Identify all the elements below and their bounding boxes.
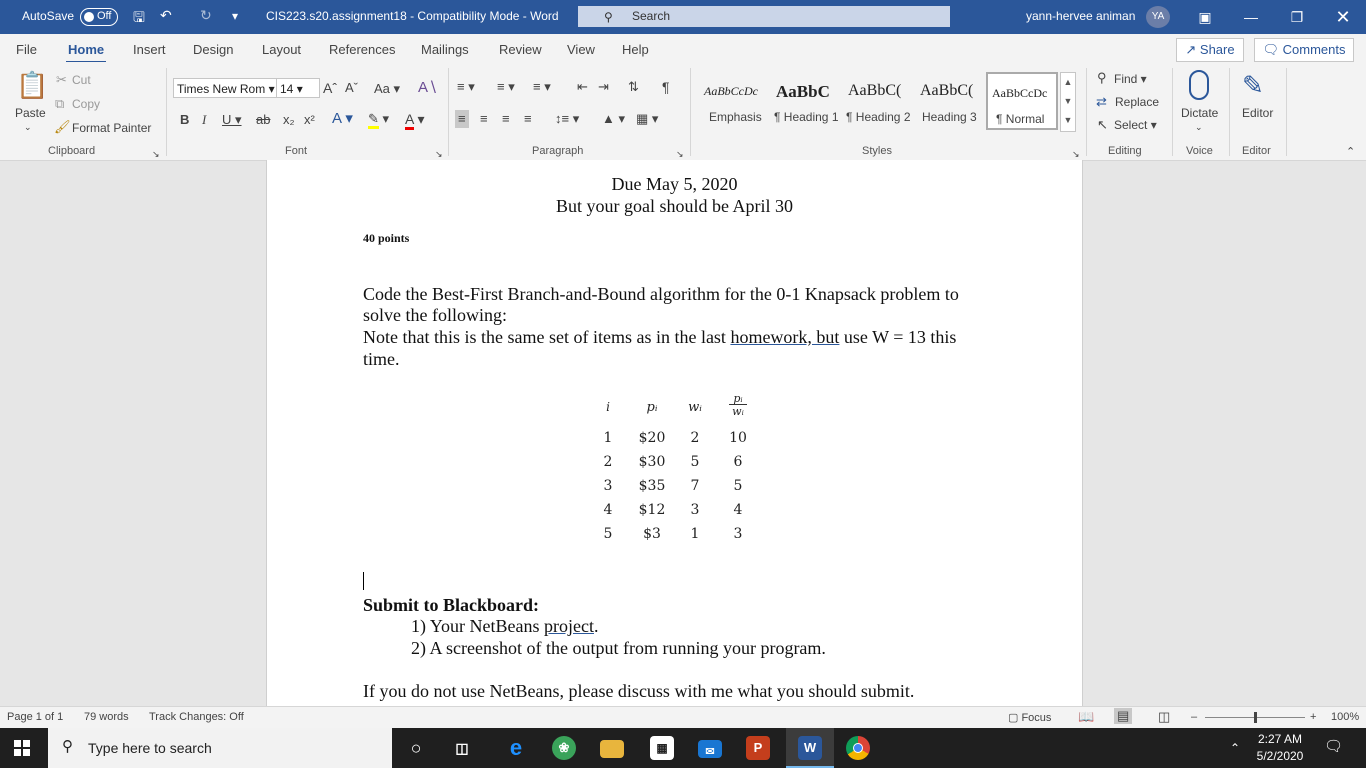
multilevel-list-icon[interactable]: ≡ ▾	[533, 79, 551, 94]
cut-icon[interactable]: ✂	[56, 72, 67, 87]
style-heading-1[interactable]	[772, 74, 842, 128]
table-cell: 2	[603, 454, 613, 470]
font-name-box[interactable]: Times New Rom ▾	[173, 78, 277, 98]
table-cell: 5	[603, 526, 613, 542]
font-launcher-icon[interactable]: ↘	[435, 149, 443, 159]
align-left-icon[interactable]: ≡	[455, 110, 469, 128]
close-icon[interactable]: ✕	[1335, 7, 1351, 27]
toggle-knob	[84, 12, 94, 22]
edge-icon[interactable]: e	[509, 735, 523, 760]
clock-date: 5/2/2020	[1256, 749, 1304, 763]
table-cell: 4	[603, 502, 613, 518]
font-size-value: 14	[280, 82, 294, 96]
windows-start-icon[interactable]	[14, 740, 30, 756]
search-icon: ⚲	[604, 10, 613, 24]
table-cell: 3	[733, 526, 743, 542]
autosave-label: AutoSave	[22, 9, 75, 23]
grammar-flag[interactable]: homework, but	[730, 327, 840, 347]
focus-icon: ▢	[1008, 712, 1022, 724]
table-header: wᵢ	[688, 400, 702, 415]
bullets-icon[interactable]: ≡ ▾	[457, 79, 475, 94]
paragraph-line: solve the following:	[363, 305, 507, 325]
status-bar	[0, 706, 1366, 729]
grow-font-icon[interactable]: Aˆ	[323, 80, 337, 96]
taskbar-search-box[interactable]	[48, 728, 392, 768]
style-sample: AaBbCcDc	[992, 86, 1048, 100]
share-button[interactable]	[1176, 38, 1244, 62]
comments-button[interactable]	[1254, 38, 1354, 62]
avatar[interactable]: YA	[1146, 6, 1170, 28]
table-cell: 1	[690, 526, 700, 542]
select-label: Select	[1114, 118, 1148, 132]
font-size-box[interactable]: 14 ▾	[276, 78, 320, 98]
table-cell: $35	[638, 478, 666, 494]
customize-quick-access-icon[interactable]: ▾	[232, 9, 239, 23]
shading-icon[interactable]: ▲ ▾	[602, 111, 626, 126]
title-bar	[0, 0, 1366, 34]
find-label: Find	[1114, 72, 1138, 86]
redo-icon[interactable]: ↻	[200, 7, 212, 23]
style-sample: AaBbCcDc	[704, 84, 758, 98]
table-cell: 10	[729, 430, 747, 446]
taskbar	[0, 728, 1366, 768]
zoom-slider-thumb[interactable]	[1254, 712, 1257, 723]
table-cell: 7	[690, 478, 700, 494]
chrome-icon[interactable]	[846, 736, 870, 760]
tab-review[interactable]: Review	[499, 42, 542, 57]
find-icon[interactable]: ⚲	[1097, 70, 1107, 85]
search-box[interactable]	[578, 6, 950, 27]
clock-time: 2:27 AM	[1257, 732, 1303, 746]
table-header: pᵢ	[646, 400, 658, 415]
style-heading-3[interactable]	[916, 74, 986, 128]
bold-icon[interactable]: B	[180, 112, 190, 127]
word-count[interactable]: 79 words	[84, 711, 129, 723]
autosave-state: Off	[97, 10, 112, 22]
paste-icon[interactable]: 📋	[16, 70, 49, 100]
style-sample: AaBbC(	[848, 82, 902, 99]
subscript-icon[interactable]: x₂	[283, 112, 295, 127]
table-cell: 3	[690, 502, 700, 518]
cortana-icon[interactable]: ○	[410, 738, 422, 758]
text-run: Note that this is the same set of items as in the last	[363, 327, 731, 347]
tab-help[interactable]: Help	[622, 42, 649, 57]
table-cell: $3	[643, 526, 661, 542]
collapse-ribbon-icon[interactable]: ⌃	[1346, 146, 1356, 158]
tab-references[interactable]: References	[329, 42, 396, 57]
share-icon: ↗	[1185, 42, 1200, 57]
replace-icon[interactable]: ⇄	[1096, 94, 1107, 109]
tab-file[interactable]: File	[16, 42, 37, 57]
document-page[interactable]	[266, 160, 1083, 706]
undo-icon[interactable]: ↶	[160, 7, 172, 23]
paste-button[interactable]: Paste	[15, 106, 46, 120]
goal-line: But your goal should be April 30	[556, 196, 793, 216]
separator	[166, 68, 167, 156]
text-run: .	[593, 616, 599, 636]
focus-mode-button[interactable]	[1008, 711, 1051, 724]
copy-icon[interactable]: ⧉	[55, 96, 65, 111]
print-layout-icon[interactable]: ▤	[1114, 708, 1132, 724]
font-group-label: Font	[285, 145, 308, 157]
user-name[interactable]: yann-hervee animan	[1026, 9, 1136, 23]
minimize-icon[interactable]: —	[1244, 9, 1258, 25]
taskbar-search-placeholder: Type here to search	[88, 740, 212, 756]
line-spacing-icon[interactable]: ↕≡ ▾	[555, 111, 580, 126]
table-cell: $30	[638, 454, 666, 470]
restore-icon[interactable]: ❐	[1290, 9, 1304, 25]
table-header: i	[606, 400, 610, 414]
text-run: 1) Your NetBeans	[411, 616, 544, 636]
comment-icon: 🗨	[1262, 42, 1283, 57]
shrink-font-icon[interactable]: Aˇ	[345, 80, 358, 95]
text-run: use W = 13 this	[839, 327, 957, 347]
table-header: pᵢ wᵢ	[718, 392, 758, 418]
styles-launcher-icon[interactable]: ↘	[1072, 149, 1080, 159]
superscript-icon[interactable]: x²	[304, 112, 315, 127]
table-cell: $12	[638, 502, 666, 518]
copy-button[interactable]: Copy	[72, 97, 101, 111]
word-taskbar-button[interactable]	[786, 728, 834, 768]
focus-label: Focus	[1021, 712, 1052, 724]
style-emphasis[interactable]	[700, 74, 770, 128]
grammar-flag[interactable]: project	[544, 616, 594, 636]
table-cell: 2	[690, 430, 700, 446]
paragraph-line: Code the Best-First Branch-and-Bound algorithm for the 0-1 Knapsack problem to	[363, 284, 959, 304]
increase-indent-icon[interactable]: ⇥	[598, 79, 609, 94]
comments-label: Comments	[1282, 42, 1346, 57]
app-icon[interactable]: ❀	[552, 736, 576, 760]
microphone-icon[interactable]	[1189, 70, 1209, 100]
font-name-value: Times New Rom	[177, 82, 266, 96]
powerpoint-icon[interactable]: P	[746, 736, 770, 760]
align-center-icon[interactable]: ≡	[480, 111, 488, 126]
sort-icon[interactable]: ⇅	[628, 79, 639, 94]
paragraph-line: If you do not use NetBeans, please discuss with me what you should submit.	[363, 681, 915, 701]
table-cell: $20	[638, 430, 666, 446]
style-name: Emphasis	[709, 110, 762, 124]
find-button[interactable]: Find ▾	[1114, 72, 1147, 86]
cut-button[interactable]: Cut	[72, 73, 91, 87]
store-icon[interactable]: ▦	[650, 736, 674, 760]
format-painter-button[interactable]: Format Painter	[72, 121, 152, 135]
zoom-level[interactable]: 100%	[1331, 711, 1360, 723]
replace-button[interactable]: Replace	[1115, 95, 1160, 109]
system-clock[interactable]	[1250, 731, 1310, 765]
italic-icon[interactable]: I	[202, 112, 207, 127]
list-item	[411, 616, 598, 637]
dictate-dropdown-icon[interactable]: ⌄	[1195, 122, 1203, 132]
paragraph-group-label: Paragraph	[532, 145, 584, 157]
font-color-icon[interactable]: A ▾	[405, 111, 425, 127]
editor-button[interactable]: Editor	[1242, 106, 1274, 120]
styles-gallery-scroll[interactable]: ▲ ▼ ▼	[1060, 72, 1076, 132]
zoom-in-icon[interactable]: +	[1310, 711, 1317, 723]
style-name: ¶ Heading 1	[774, 110, 839, 124]
track-changes-status[interactable]: Track Changes: Off	[149, 711, 244, 723]
clear-formatting-icon[interactable]: A∖	[418, 79, 438, 96]
knapsack-table	[594, 392, 754, 544]
separator	[690, 68, 691, 156]
style-sample: AaBbC	[776, 82, 830, 101]
ribbon-display-options-icon[interactable]: ▣	[1198, 9, 1212, 25]
search-icon: ⚲	[62, 738, 73, 755]
tab-mailings[interactable]: Mailings	[421, 42, 469, 57]
tab-design[interactable]: Design	[193, 42, 234, 57]
style-normal[interactable]	[986, 72, 1058, 130]
editor-group-label: Editor	[1242, 145, 1271, 157]
highlight-color-icon[interactable]: ✎ ▾	[368, 111, 389, 127]
zoom-slider[interactable]	[1205, 717, 1305, 718]
ribbon	[0, 62, 1366, 161]
show-hidden-icons-icon[interactable]: ⌃	[1230, 741, 1241, 755]
ribbon-tabs	[0, 34, 1366, 62]
table-cell: 6	[733, 454, 743, 470]
separator	[1229, 68, 1230, 156]
clipboard-launcher-icon[interactable]: ↘	[152, 149, 160, 159]
style-name: Heading 3	[922, 110, 977, 124]
text-effects-icon[interactable]: A ▾	[332, 110, 353, 127]
paragraph-launcher-icon[interactable]: ↘	[676, 149, 684, 159]
paragraph-line	[363, 327, 956, 348]
file-explorer-icon[interactable]	[600, 740, 624, 758]
due-date-line: Due May 5, 2020	[611, 174, 738, 194]
tab-layout[interactable]: Layout	[262, 42, 302, 57]
separator	[1172, 68, 1173, 156]
show-formatting-marks-icon[interactable]: ¶	[662, 79, 670, 95]
voice-group-label: Voice	[1186, 145, 1213, 157]
table-cell: 4	[733, 502, 743, 518]
save-icon[interactable]: 🖫	[133, 9, 145, 25]
paragraph-line: time.	[363, 349, 400, 369]
format-painter-icon[interactable]: 🖌	[54, 119, 71, 134]
mail-icon[interactable]: ✉	[698, 740, 722, 758]
table-cell: 1	[603, 430, 613, 446]
select-icon[interactable]: ↖	[1097, 117, 1108, 132]
select-button[interactable]: Select ▾	[1114, 118, 1157, 132]
dictate-button[interactable]: Dictate	[1181, 106, 1219, 120]
editor-icon[interactable]: ✎	[1242, 70, 1264, 100]
decrease-indent-icon[interactable]: ⇤	[577, 79, 588, 94]
separator	[1086, 68, 1087, 156]
share-label: Share	[1199, 42, 1235, 57]
list-item: 2) A screenshot of the output from running your program.	[411, 638, 826, 658]
word-icon: W	[798, 736, 822, 760]
points-label: 40 points	[363, 231, 410, 245]
editing-group-label: Editing	[1108, 145, 1142, 157]
table-cell: 5	[733, 478, 743, 494]
styles-group-label: Styles	[862, 145, 892, 157]
strikethrough-icon[interactable]: ab	[256, 112, 271, 127]
autosave-toggle[interactable]	[80, 8, 118, 26]
table-cell: 5	[690, 454, 700, 470]
search-placeholder: Search	[632, 9, 671, 23]
style-sample: AaBbC(	[920, 82, 974, 99]
style-heading-2[interactable]	[844, 74, 914, 128]
web-layout-icon[interactable]: ◫	[1158, 709, 1171, 724]
paste-dropdown-icon[interactable]: ⌄	[24, 122, 32, 132]
align-right-icon[interactable]: ≡	[502, 111, 510, 126]
separator	[1286, 68, 1287, 156]
justify-icon[interactable]: ≡	[524, 111, 532, 126]
tab-insert[interactable]: Insert	[133, 42, 166, 57]
underline-icon[interactable]: U ▾	[222, 112, 242, 127]
separator	[448, 68, 449, 156]
task-view-icon[interactable]: ◫	[455, 740, 469, 756]
window-title: CIS223.s20.assignment18 - Compatibility Mode - Word	[266, 9, 559, 23]
tab-home[interactable]: Home	[68, 42, 105, 57]
notifications-icon[interactable]: 🗨	[1324, 738, 1344, 755]
style-name: ¶ Normal	[996, 112, 1045, 126]
change-case-button[interactable]: Aa ▾	[374, 81, 401, 96]
submit-heading: Submit to Blackboard:	[363, 595, 540, 615]
text-cursor	[363, 572, 364, 590]
numbering-icon[interactable]: ≡ ▾	[497, 79, 515, 94]
clipboard-group-label: Clipboard	[48, 145, 96, 157]
tab-view[interactable]: View	[567, 42, 595, 57]
read-mode-icon[interactable]: 📖	[1078, 709, 1095, 724]
zoom-out-icon[interactable]: –	[1191, 711, 1198, 723]
page-count[interactable]: Page 1 of 1	[7, 711, 64, 723]
style-name: ¶ Heading 2	[846, 110, 911, 124]
table-cell: 3	[603, 478, 613, 494]
change-case-label: Aa	[374, 81, 390, 96]
borders-icon[interactable]: ▦ ▾	[636, 111, 659, 126]
